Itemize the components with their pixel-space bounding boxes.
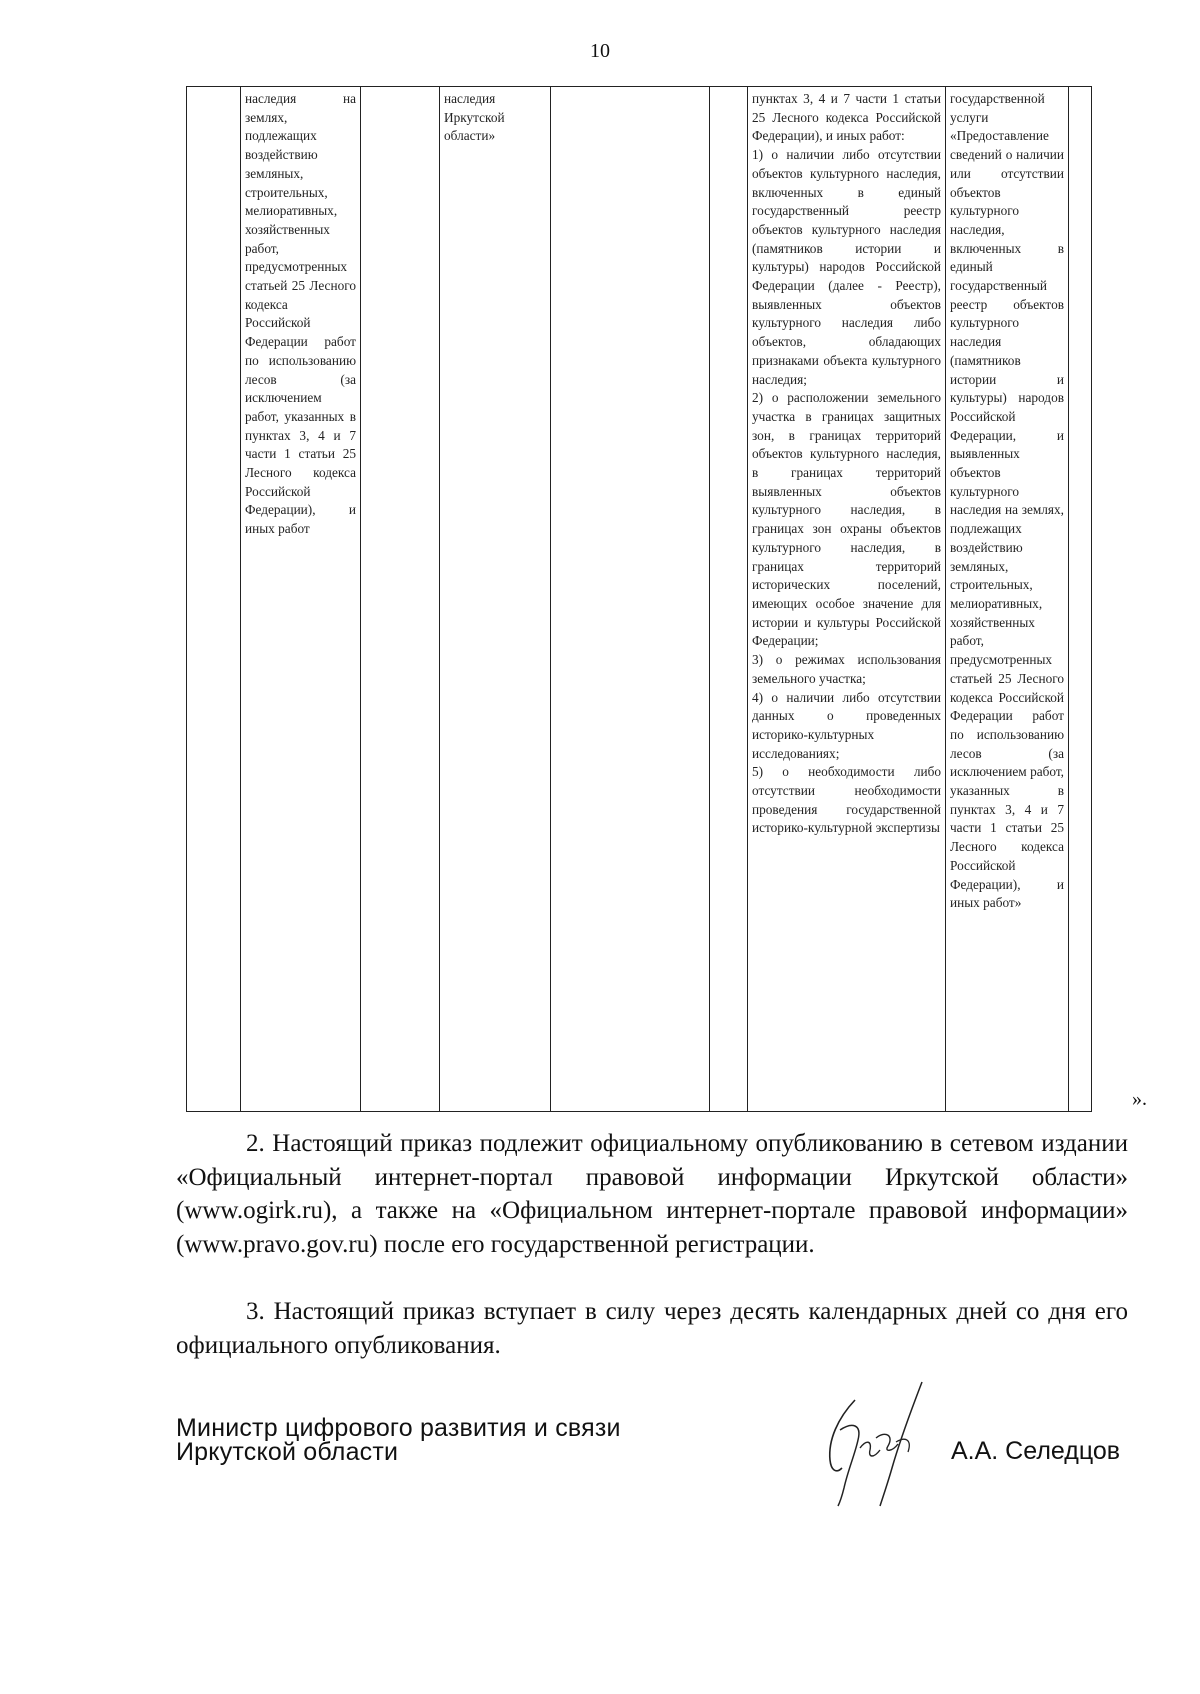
table-cell-service-name: государственной услуги «Предоставление сведений о наличии или отсутствии объектов культурного наследия, включенных в единый государственный реестр объектов культурного наследия (памятников истории и культуры) народов Российской Федерации, и выявленных объектов культурного наследия на землях, подлежащих воздействию земляных, строительных, мелиоративных, хозяйственных работ, предусмотренных статьей 25 Лесного кодекса Российской Федерации работ по использованию лесов (за исключением работ, указанных в пунктах 3, 4 и 7 части 1 статьи 25 Лесного кодекса Российской Федерации), и иных работ» [946,87,1069,1112]
signatory-title [176,1416,621,1464]
table-row [187,87,1092,1112]
table-cell-authority: наследия Иркутской области» [440,87,551,1112]
registry-table [186,86,1092,1112]
table-cell-object-description: наследия на землях, подлежащих воздействию земляных, строительных, мелиоративных, хозяйственных работ, предусмотренных статьей 25 Лесного кодекса Российской Федерации работ по использованию лесов (за исключением работ, указанных в пунктах 3, 4 и 7 части 1 статьи 25 Лесного кодекса Российской Федерации), и иных работ [241,87,361,1112]
page-number: 10 [590,40,610,62]
signatory-title-line2: Иркутской области [176,1438,399,1466]
table-cell-6 [710,87,748,1112]
table-cell-9 [1069,87,1092,1112]
table-cell-result-list: пунктах 3, 4 и 7 части 1 статьи 25 Лесного кодекса Российской Федерации), и иных работ: 1) о наличии либо отсутствии объектов культурного наследия, включенных в единый государственный реестр объектов культурного наследия (памятников истории и культуры) народов Российской Федерации (далее - Реестр), выявленных объектов культурного наследия либо объектов, обладающих признаками объекта культурного наследия; 2) о расположении земельного участка в границах защитных зон, в границах территорий объектов культурного наследия, в границах территорий выявленных объектов культурного наследия, в границах зон охраны объектов культурного наследия, в границах территорий исторических поселений, имеющих особое значение для истории и культуры Российской Федерации; 3) о режимах использования земельного участка; 4) о наличии либо отсутствии данных о проведенных историко-культурных исследованиях; 5) о необходимости либо отсутствии необходимости проведения государственной историко-культурной экспертизы [748,87,946,1112]
table-cell-3 [361,87,440,1112]
signatory-title-line1: Министр цифрового развития и связи [176,1414,621,1442]
paragraph-publication: 2. Настоящий приказ подлежит официальному опубликованию в сетевом издании «Официальный интернет-портал правовой информации Иркутской области» (www.ogirk.ru), а также на «Официальном интернет-портале правовой информации» (www.pravo.gov.ru) после его государственной регистрации. [176,1130,1128,1258]
table-cell-1 [187,87,241,1112]
table-cell-5 [551,87,710,1112]
handwritten-signature [800,1378,950,1508]
paragraph-effective-date: 3. Настоящий приказ вступает в силу через десять календарных дней со дня его официального опубликования. [176,1298,1128,1359]
signatory-name: А.А. Селедцов [951,1437,1121,1465]
closing-quote: ». [1132,1088,1147,1110]
